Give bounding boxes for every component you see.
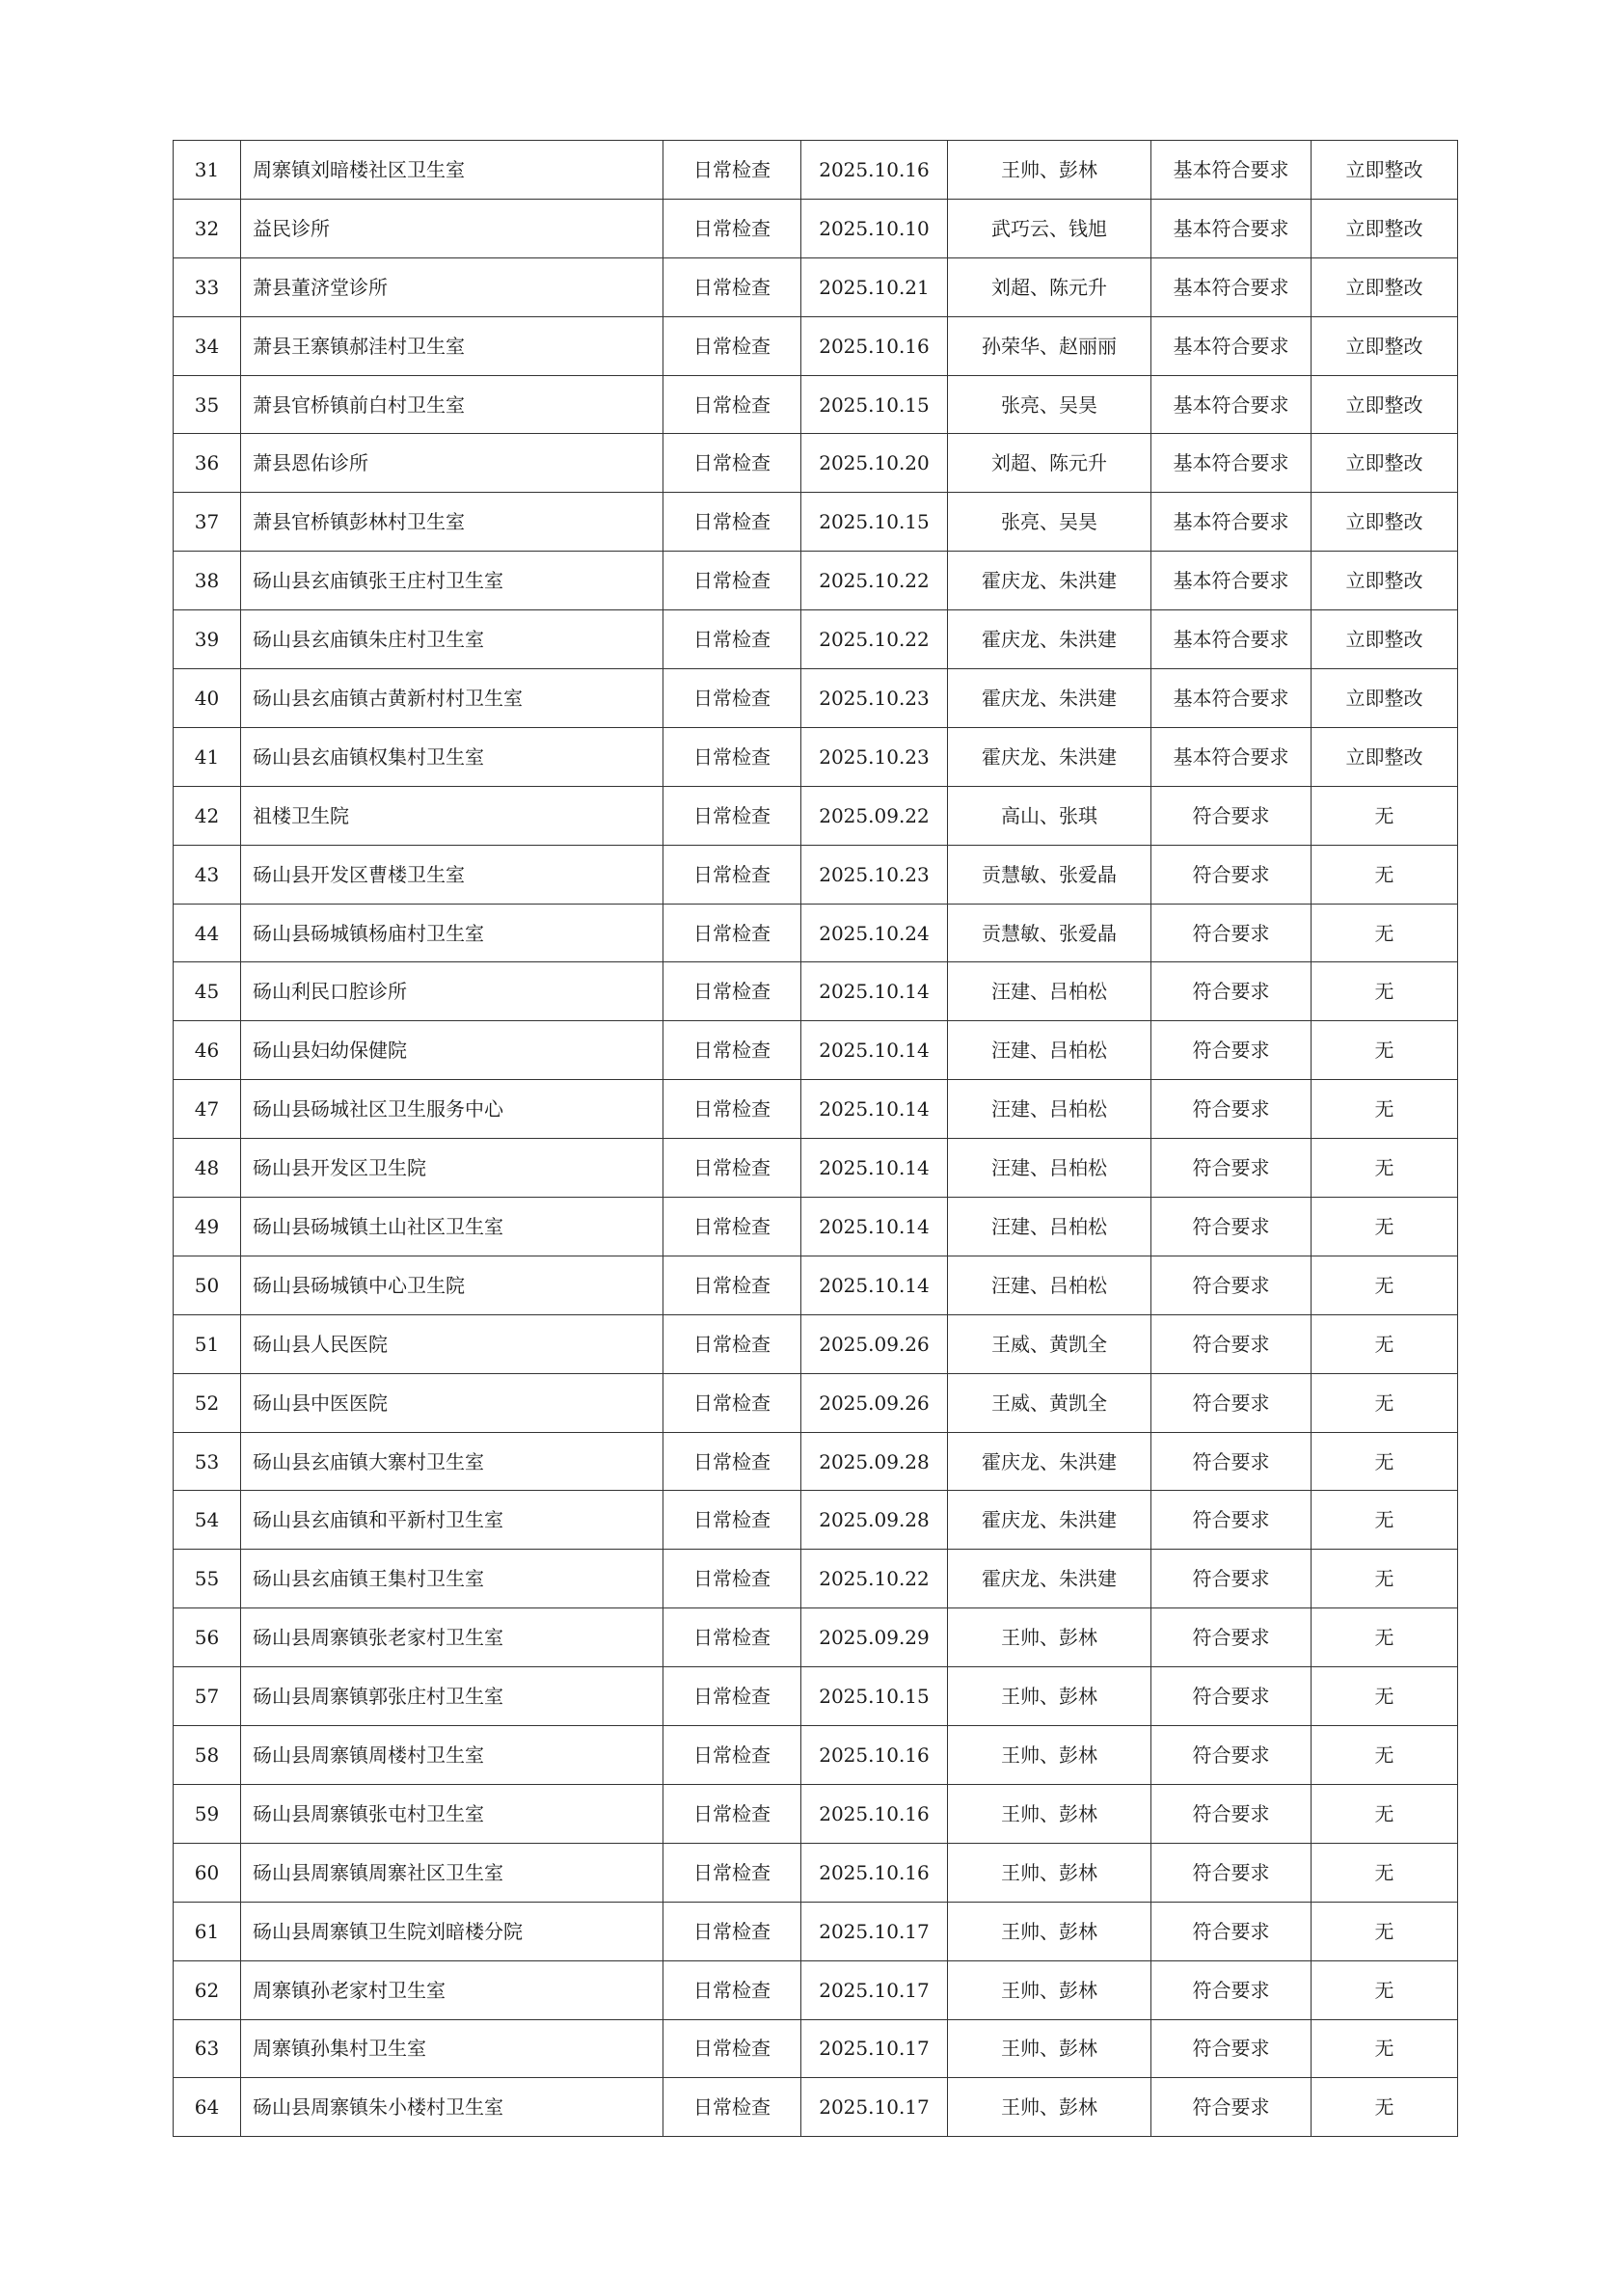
cell-inspection-type: 日常检查 — [663, 669, 801, 728]
cell-number: 62 — [174, 1960, 241, 2019]
cell-result: 符合要求 — [1151, 1314, 1312, 1373]
cell-inspection-type: 日常检查 — [663, 1198, 801, 1256]
cell-rectification: 无 — [1312, 1902, 1458, 1960]
table-row — [174, 1726, 1458, 1785]
cell-inspectors: 贡慧敏、张爱晶 — [948, 845, 1151, 904]
cell-result: 符合要求 — [1151, 2019, 1312, 2078]
cell-result: 基本符合要求 — [1151, 669, 1312, 728]
cell-inspection-type: 日常检查 — [663, 2019, 801, 2078]
cell-institution-name: 萧县恩佑诊所 — [241, 434, 663, 493]
cell-inspection-type: 日常检查 — [663, 727, 801, 786]
cell-number: 50 — [174, 1256, 241, 1314]
cell-inspectors: 汪建、吕柏松 — [948, 962, 1151, 1021]
cell-inspection-date: 2025.10.14 — [801, 1021, 948, 1080]
cell-number: 44 — [174, 904, 241, 962]
table-row — [174, 1256, 1458, 1314]
cell-inspection-date: 2025.10.14 — [801, 1139, 948, 1198]
cell-institution-name: 萧县官桥镇前白村卫生室 — [241, 375, 663, 434]
cell-institution-name: 砀山县玄庙镇古黄新村村卫生室 — [241, 669, 663, 728]
cell-result: 符合要求 — [1151, 1667, 1312, 1726]
cell-inspection-date: 2025.10.16 — [801, 1726, 948, 1785]
cell-inspectors: 汪建、吕柏松 — [948, 1256, 1151, 1314]
cell-institution-name: 萧县董济堂诊所 — [241, 257, 663, 316]
cell-institution-name: 砀山县玄庙镇朱庄村卫生室 — [241, 610, 663, 669]
cell-number: 47 — [174, 1080, 241, 1139]
table-row — [174, 1491, 1458, 1550]
cell-inspection-date: 2025.10.16 — [801, 1843, 948, 1902]
cell-inspection-type: 日常检查 — [663, 493, 801, 552]
cell-inspection-date: 2025.10.14 — [801, 1198, 948, 1256]
cell-inspection-type: 日常检查 — [663, 1314, 801, 1373]
cell-inspection-date: 2025.10.24 — [801, 904, 948, 962]
cell-number: 61 — [174, 1902, 241, 1960]
cell-number: 35 — [174, 375, 241, 434]
cell-number: 54 — [174, 1491, 241, 1550]
cell-institution-name: 砀山县周寨镇朱小楼村卫生室 — [241, 2078, 663, 2137]
cell-number: 37 — [174, 493, 241, 552]
cell-inspection-date: 2025.10.16 — [801, 141, 948, 200]
cell-inspection-date: 2025.10.17 — [801, 1902, 948, 1960]
cell-inspection-type: 日常检查 — [663, 786, 801, 845]
cell-rectification: 无 — [1312, 1198, 1458, 1256]
table-row — [174, 1608, 1458, 1667]
cell-rectification: 无 — [1312, 904, 1458, 962]
cell-rectification: 无 — [1312, 1314, 1458, 1373]
cell-rectification: 无 — [1312, 2019, 1458, 2078]
cell-rectification: 无 — [1312, 1960, 1458, 2019]
cell-inspection-date: 2025.09.28 — [801, 1491, 948, 1550]
cell-rectification: 立即整改 — [1312, 669, 1458, 728]
cell-rectification: 无 — [1312, 1843, 1458, 1902]
cell-inspection-type: 日常检查 — [663, 1021, 801, 1080]
cell-result: 基本符合要求 — [1151, 493, 1312, 552]
cell-inspectors: 王帅、彭林 — [948, 1960, 1151, 2019]
cell-inspection-date: 2025.10.16 — [801, 316, 948, 375]
cell-inspectors: 王帅、彭林 — [948, 1726, 1151, 1785]
cell-rectification: 立即整改 — [1312, 727, 1458, 786]
cell-number: 56 — [174, 1608, 241, 1667]
cell-inspectors: 霍庆龙、朱洪建 — [948, 727, 1151, 786]
cell-number: 36 — [174, 434, 241, 493]
table-body — [174, 141, 1458, 2137]
cell-inspection-date: 2025.09.28 — [801, 1432, 948, 1491]
table-row — [174, 493, 1458, 552]
cell-institution-name: 益民诊所 — [241, 199, 663, 257]
cell-institution-name: 砀山县周寨镇张老家村卫生室 — [241, 1608, 663, 1667]
cell-result: 符合要求 — [1151, 1726, 1312, 1785]
cell-inspection-date: 2025.10.22 — [801, 1550, 948, 1608]
cell-inspection-type: 日常检查 — [663, 1080, 801, 1139]
cell-inspectors: 王帅、彭林 — [948, 2019, 1151, 2078]
cell-inspectors: 霍庆龙、朱洪建 — [948, 610, 1151, 669]
cell-inspection-date: 2025.10.17 — [801, 2078, 948, 2137]
cell-inspectors: 张亮、吴昊 — [948, 493, 1151, 552]
cell-rectification: 无 — [1312, 786, 1458, 845]
cell-rectification: 无 — [1312, 1784, 1458, 1843]
cell-inspection-type: 日常检查 — [663, 1843, 801, 1902]
cell-result: 基本符合要求 — [1151, 316, 1312, 375]
cell-inspectors: 王帅、彭林 — [948, 1843, 1151, 1902]
cell-inspection-date: 2025.10.15 — [801, 1667, 948, 1726]
cell-inspectors: 霍庆龙、朱洪建 — [948, 1491, 1151, 1550]
cell-institution-name: 砀山县砀城镇杨庙村卫生室 — [241, 904, 663, 962]
cell-inspectors: 王威、黄凯全 — [948, 1314, 1151, 1373]
cell-inspectors: 王帅、彭林 — [948, 141, 1151, 200]
cell-institution-name: 砀山县中医医院 — [241, 1373, 663, 1432]
cell-rectification: 无 — [1312, 1550, 1458, 1608]
cell-result: 符合要求 — [1151, 1198, 1312, 1256]
cell-inspection-type: 日常检查 — [663, 1373, 801, 1432]
cell-inspectors: 张亮、吴昊 — [948, 375, 1151, 434]
cell-inspectors: 孙荣华、赵丽丽 — [948, 316, 1151, 375]
cell-inspection-type: 日常检查 — [663, 552, 801, 610]
cell-inspection-type: 日常检查 — [663, 1491, 801, 1550]
cell-result: 符合要求 — [1151, 1608, 1312, 1667]
cell-inspection-date: 2025.10.23 — [801, 727, 948, 786]
cell-number: 31 — [174, 141, 241, 200]
cell-inspection-date: 2025.09.26 — [801, 1314, 948, 1373]
cell-inspection-type: 日常检查 — [663, 1139, 801, 1198]
cell-institution-name: 周寨镇刘暗楼社区卫生室 — [241, 141, 663, 200]
cell-inspectors: 武巧云、钱旭 — [948, 199, 1151, 257]
cell-number: 58 — [174, 1726, 241, 1785]
cell-result: 基本符合要求 — [1151, 141, 1312, 200]
cell-result: 符合要求 — [1151, 1550, 1312, 1608]
table-row — [174, 1667, 1458, 1726]
cell-inspection-date: 2025.10.16 — [801, 1784, 948, 1843]
cell-inspection-type: 日常检查 — [663, 1608, 801, 1667]
cell-institution-name: 砀山县玄庙镇张王庄村卫生室 — [241, 552, 663, 610]
cell-inspection-date: 2025.09.22 — [801, 786, 948, 845]
cell-result: 符合要求 — [1151, 1491, 1312, 1550]
table-row — [174, 2078, 1458, 2137]
cell-result: 符合要求 — [1151, 1902, 1312, 1960]
cell-number: 38 — [174, 552, 241, 610]
table-row — [174, 434, 1458, 493]
cell-inspection-date: 2025.10.22 — [801, 610, 948, 669]
cell-result: 符合要求 — [1151, 1373, 1312, 1432]
cell-rectification: 立即整改 — [1312, 610, 1458, 669]
cell-inspectors: 王帅、彭林 — [948, 2078, 1151, 2137]
cell-result: 符合要求 — [1151, 2078, 1312, 2137]
cell-result: 符合要求 — [1151, 1784, 1312, 1843]
cell-inspectors: 霍庆龙、朱洪建 — [948, 669, 1151, 728]
cell-inspection-type: 日常检查 — [663, 1256, 801, 1314]
cell-number: 43 — [174, 845, 241, 904]
cell-result: 符合要求 — [1151, 904, 1312, 962]
table-row — [174, 1902, 1458, 1960]
cell-inspection-type: 日常检查 — [663, 1667, 801, 1726]
table-row — [174, 669, 1458, 728]
cell-institution-name: 周寨镇孙老家村卫生室 — [241, 1960, 663, 2019]
table-row — [174, 257, 1458, 316]
cell-rectification: 无 — [1312, 962, 1458, 1021]
cell-rectification: 立即整改 — [1312, 434, 1458, 493]
cell-number: 49 — [174, 1198, 241, 1256]
cell-number: 53 — [174, 1432, 241, 1491]
table-row — [174, 1021, 1458, 1080]
table-row — [174, 610, 1458, 669]
table-row — [174, 1314, 1458, 1373]
cell-rectification: 无 — [1312, 1667, 1458, 1726]
cell-result: 基本符合要求 — [1151, 257, 1312, 316]
cell-inspection-type: 日常检查 — [663, 1726, 801, 1785]
table-row — [174, 786, 1458, 845]
table-row — [174, 727, 1458, 786]
table-row — [174, 2019, 1458, 2078]
table-row — [174, 199, 1458, 257]
cell-result: 符合要求 — [1151, 1843, 1312, 1902]
table-row — [174, 1198, 1458, 1256]
cell-inspection-date: 2025.10.20 — [801, 434, 948, 493]
cell-institution-name: 砀山县周寨镇周寨社区卫生室 — [241, 1843, 663, 1902]
cell-institution-name: 砀山县玄庙镇王集村卫生室 — [241, 1550, 663, 1608]
cell-inspection-date: 2025.10.15 — [801, 375, 948, 434]
table-row — [174, 1960, 1458, 2019]
table-row — [174, 1550, 1458, 1608]
cell-inspection-date: 2025.10.14 — [801, 1080, 948, 1139]
cell-inspection-type: 日常检查 — [663, 610, 801, 669]
cell-result: 符合要求 — [1151, 962, 1312, 1021]
cell-inspection-type: 日常检查 — [663, 199, 801, 257]
cell-institution-name: 砀山利民口腔诊所 — [241, 962, 663, 1021]
cell-inspection-type: 日常检查 — [663, 141, 801, 200]
cell-inspectors: 霍庆龙、朱洪建 — [948, 1432, 1151, 1491]
cell-inspection-date: 2025.10.15 — [801, 493, 948, 552]
table-row — [174, 1843, 1458, 1902]
cell-number: 60 — [174, 1843, 241, 1902]
cell-institution-name: 砀山县玄庙镇和平新村卫生室 — [241, 1491, 663, 1550]
cell-institution-name: 祖楼卫生院 — [241, 786, 663, 845]
cell-inspection-type: 日常检查 — [663, 962, 801, 1021]
cell-inspection-type: 日常检查 — [663, 257, 801, 316]
cell-result: 符合要求 — [1151, 1080, 1312, 1139]
cell-institution-name: 砀山县周寨镇郭张庄村卫生室 — [241, 1667, 663, 1726]
cell-inspectors: 刘超、陈元升 — [948, 434, 1151, 493]
cell-inspectors: 高山、张琪 — [948, 786, 1151, 845]
table-row — [174, 552, 1458, 610]
cell-inspection-date: 2025.10.21 — [801, 257, 948, 316]
cell-number: 55 — [174, 1550, 241, 1608]
cell-inspectors: 王帅、彭林 — [948, 1902, 1151, 1960]
cell-institution-name: 砀山县玄庙镇权集村卫生室 — [241, 727, 663, 786]
cell-result: 符合要求 — [1151, 1432, 1312, 1491]
cell-inspectors: 汪建、吕柏松 — [948, 1198, 1151, 1256]
cell-rectification: 立即整改 — [1312, 316, 1458, 375]
cell-result: 基本符合要求 — [1151, 375, 1312, 434]
cell-number: 48 — [174, 1139, 241, 1198]
cell-inspectors: 王帅、彭林 — [948, 1608, 1151, 1667]
cell-institution-name: 周寨镇孙集村卫生室 — [241, 2019, 663, 2078]
table-row — [174, 141, 1458, 200]
cell-result: 符合要求 — [1151, 1960, 1312, 2019]
cell-rectification: 立即整改 — [1312, 552, 1458, 610]
cell-rectification: 立即整改 — [1312, 141, 1458, 200]
cell-rectification: 无 — [1312, 1080, 1458, 1139]
cell-number: 32 — [174, 199, 241, 257]
cell-result: 基本符合要求 — [1151, 727, 1312, 786]
cell-rectification: 无 — [1312, 1021, 1458, 1080]
cell-inspection-date: 2025.10.23 — [801, 845, 948, 904]
cell-rectification: 立即整改 — [1312, 199, 1458, 257]
cell-rectification: 无 — [1312, 1139, 1458, 1198]
cell-result: 符合要求 — [1151, 1256, 1312, 1314]
cell-institution-name: 砀山县周寨镇卫生院刘暗楼分院 — [241, 1902, 663, 1960]
cell-inspection-date: 2025.10.17 — [801, 2019, 948, 2078]
cell-inspectors: 霍庆龙、朱洪建 — [948, 552, 1151, 610]
cell-inspection-type: 日常检查 — [663, 904, 801, 962]
table-row — [174, 1432, 1458, 1491]
cell-rectification: 无 — [1312, 1256, 1458, 1314]
cell-inspectors: 贡慧敏、张爱晶 — [948, 904, 1151, 962]
cell-inspectors: 王帅、彭林 — [948, 1667, 1151, 1726]
cell-inspection-type: 日常检查 — [663, 845, 801, 904]
cell-institution-name: 砀山县玄庙镇大寨村卫生室 — [241, 1432, 663, 1491]
cell-rectification: 无 — [1312, 1608, 1458, 1667]
cell-number: 39 — [174, 610, 241, 669]
cell-number: 64 — [174, 2078, 241, 2137]
cell-institution-name: 砀山县开发区卫生院 — [241, 1139, 663, 1198]
cell-institution-name: 砀山县砀城镇中心卫生院 — [241, 1256, 663, 1314]
table-row — [174, 845, 1458, 904]
cell-inspection-type: 日常检查 — [663, 1432, 801, 1491]
cell-inspection-type: 日常检查 — [663, 1784, 801, 1843]
cell-rectification: 立即整改 — [1312, 257, 1458, 316]
table-row — [174, 1784, 1458, 1843]
table-row — [174, 1373, 1458, 1432]
inspection-records-table — [173, 140, 1458, 2137]
cell-institution-name: 砀山县砀城社区卫生服务中心 — [241, 1080, 663, 1139]
cell-inspection-date: 2025.10.17 — [801, 1960, 948, 2019]
cell-rectification: 立即整改 — [1312, 493, 1458, 552]
cell-result: 符合要求 — [1151, 1021, 1312, 1080]
cell-result: 符合要求 — [1151, 786, 1312, 845]
table-row — [174, 904, 1458, 962]
cell-number: 51 — [174, 1314, 241, 1373]
cell-number: 52 — [174, 1373, 241, 1432]
cell-institution-name: 砀山县周寨镇张屯村卫生室 — [241, 1784, 663, 1843]
cell-inspection-type: 日常检查 — [663, 1902, 801, 1960]
cell-inspectors: 刘超、陈元升 — [948, 257, 1151, 316]
cell-rectification: 无 — [1312, 845, 1458, 904]
cell-institution-name: 萧县官桥镇彭林村卫生室 — [241, 493, 663, 552]
cell-inspection-date: 2025.10.14 — [801, 962, 948, 1021]
cell-rectification: 无 — [1312, 1491, 1458, 1550]
cell-institution-name: 砀山县开发区曹楼卫生室 — [241, 845, 663, 904]
cell-result: 基本符合要求 — [1151, 199, 1312, 257]
cell-result: 基本符合要求 — [1151, 610, 1312, 669]
cell-result: 符合要求 — [1151, 845, 1312, 904]
cell-number: 63 — [174, 2019, 241, 2078]
cell-number: 40 — [174, 669, 241, 728]
cell-inspectors: 汪建、吕柏松 — [948, 1139, 1151, 1198]
cell-inspectors: 汪建、吕柏松 — [948, 1080, 1151, 1139]
cell-inspection-date: 2025.10.23 — [801, 669, 948, 728]
cell-inspection-date: 2025.09.26 — [801, 1373, 948, 1432]
cell-inspection-type: 日常检查 — [663, 2078, 801, 2137]
cell-rectification: 立即整改 — [1312, 375, 1458, 434]
table-row — [174, 316, 1458, 375]
cell-number: 46 — [174, 1021, 241, 1080]
cell-number: 59 — [174, 1784, 241, 1843]
cell-result: 基本符合要求 — [1151, 552, 1312, 610]
cell-inspectors: 霍庆龙、朱洪建 — [948, 1550, 1151, 1608]
cell-institution-name: 砀山县妇幼保健院 — [241, 1021, 663, 1080]
cell-institution-name: 萧县王寨镇郝洼村卫生室 — [241, 316, 663, 375]
table-row — [174, 962, 1458, 1021]
cell-inspection-type: 日常检查 — [663, 1960, 801, 2019]
cell-result: 基本符合要求 — [1151, 434, 1312, 493]
cell-inspectors: 汪建、吕柏松 — [948, 1021, 1151, 1080]
cell-inspection-date: 2025.09.29 — [801, 1608, 948, 1667]
cell-institution-name: 砀山县周寨镇周楼村卫生室 — [241, 1726, 663, 1785]
cell-result: 符合要求 — [1151, 1139, 1312, 1198]
cell-number: 42 — [174, 786, 241, 845]
cell-institution-name: 砀山县砀城镇土山社区卫生室 — [241, 1198, 663, 1256]
cell-number: 34 — [174, 316, 241, 375]
cell-number: 33 — [174, 257, 241, 316]
table-row — [174, 1080, 1458, 1139]
cell-inspection-type: 日常检查 — [663, 375, 801, 434]
table-row — [174, 375, 1458, 434]
cell-inspection-date: 2025.10.14 — [801, 1256, 948, 1314]
cell-inspection-type: 日常检查 — [663, 316, 801, 375]
cell-rectification: 无 — [1312, 1373, 1458, 1432]
cell-institution-name: 砀山县人民医院 — [241, 1314, 663, 1373]
cell-rectification: 无 — [1312, 1726, 1458, 1785]
table-row — [174, 1139, 1458, 1198]
cell-inspection-date: 2025.10.10 — [801, 199, 948, 257]
cell-inspectors: 王帅、彭林 — [948, 1784, 1151, 1843]
cell-inspection-type: 日常检查 — [663, 1550, 801, 1608]
cell-inspection-date: 2025.10.22 — [801, 552, 948, 610]
cell-inspection-type: 日常检查 — [663, 434, 801, 493]
cell-rectification: 无 — [1312, 1432, 1458, 1491]
cell-number: 41 — [174, 727, 241, 786]
cell-number: 57 — [174, 1667, 241, 1726]
cell-rectification: 无 — [1312, 2078, 1458, 2137]
cell-inspectors: 王威、黄凯全 — [948, 1373, 1151, 1432]
cell-number: 45 — [174, 962, 241, 1021]
